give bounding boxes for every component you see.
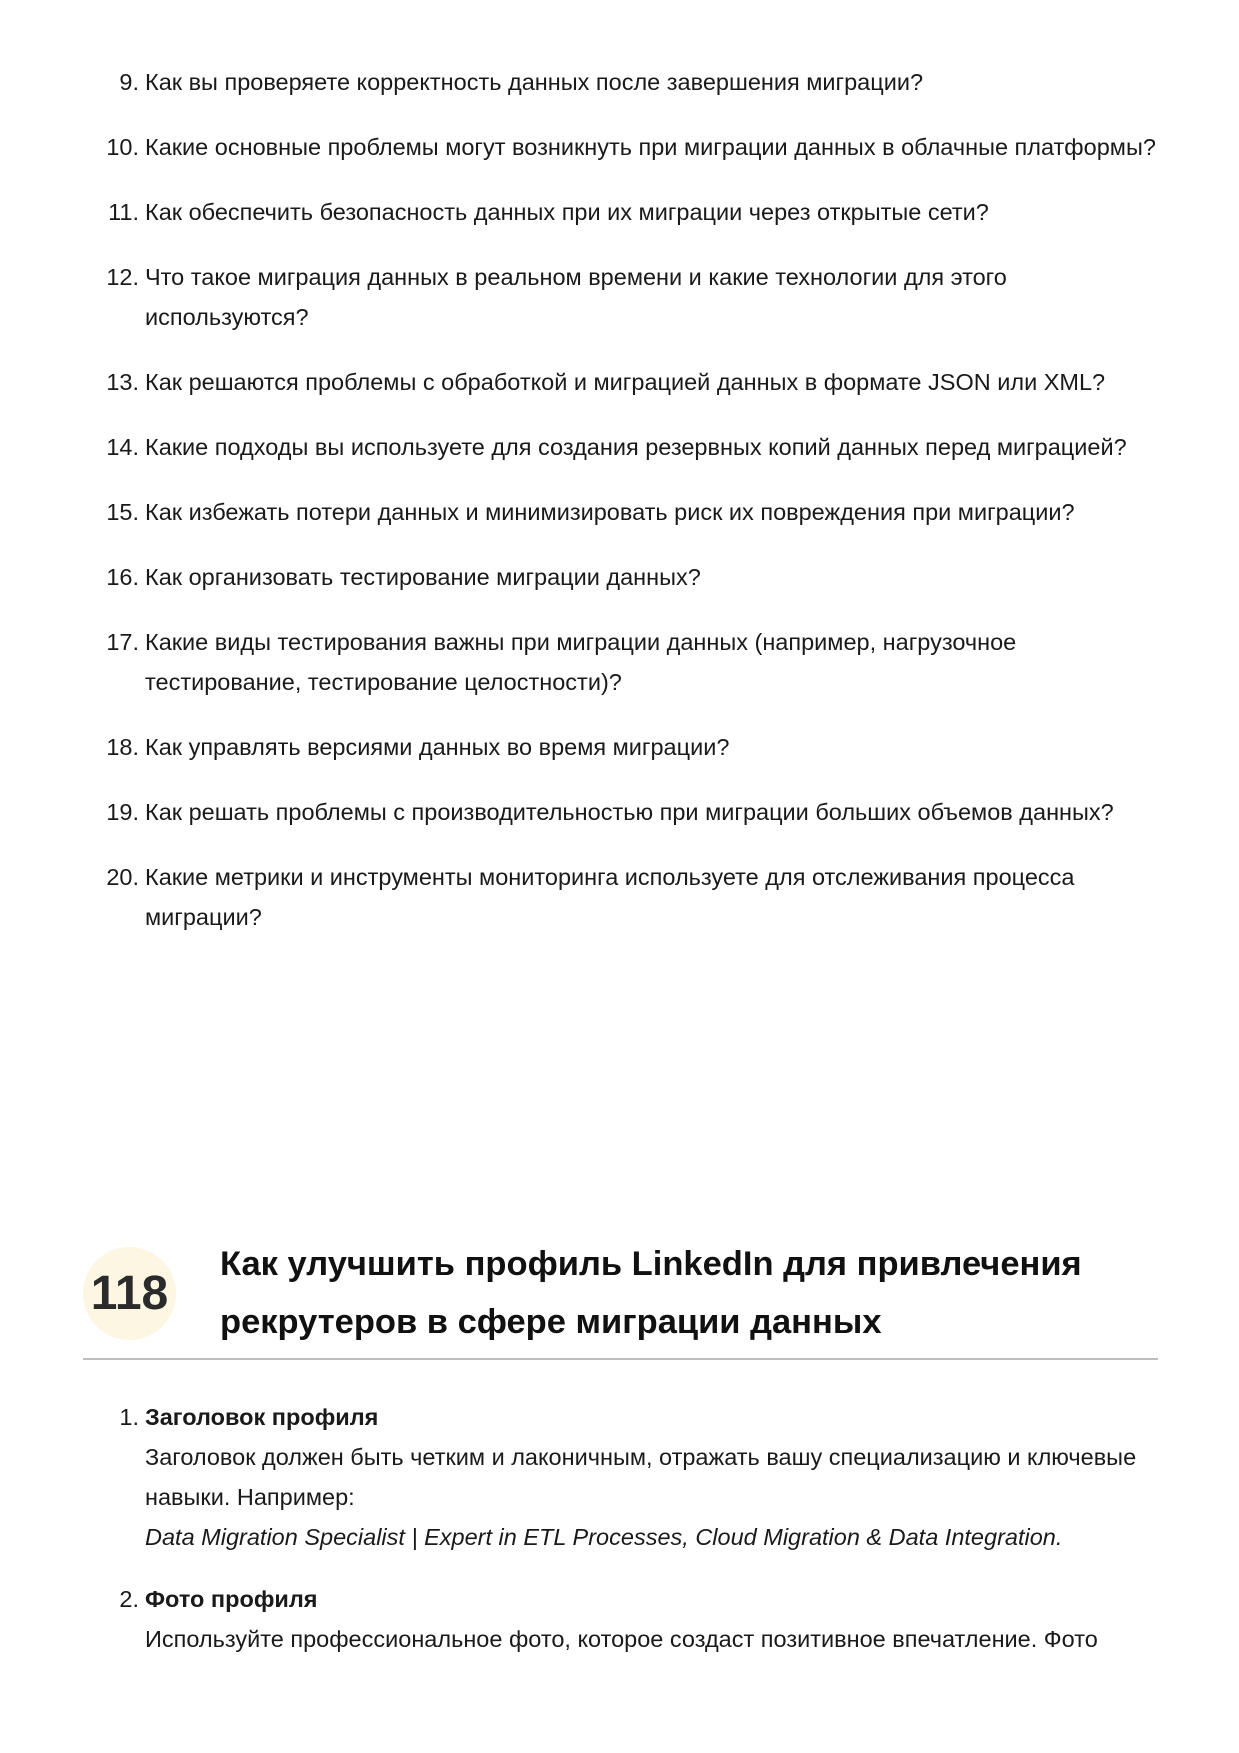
question-item <box>105 257 1165 337</box>
question-number: 14. <box>106 434 139 460</box>
question-item <box>105 192 1165 232</box>
question-list <box>105 62 1165 962</box>
question-number: 12. <box>106 264 139 290</box>
section-header <box>83 1232 1158 1360</box>
question-number: 9. <box>119 69 139 95</box>
tip-title: Заголовок профиля <box>145 1404 379 1430</box>
question-number: 19. <box>106 799 139 825</box>
question-text: Как решать проблемы с производительностью при миграции больших объемов данных? <box>145 799 1114 825</box>
question-number: 16. <box>106 564 139 590</box>
tip-body <box>145 1579 1165 1659</box>
tip-example: Data Migration Specialist | Expert in ETL Processes, Cloud Migration & Data Integration. <box>145 1524 1063 1550</box>
question-item <box>105 622 1165 702</box>
tip-number: 1. <box>119 1404 139 1430</box>
question-text: Какие подходы вы используете для создания резервных копий данных перед миграцией? <box>145 434 1127 460</box>
question-text: Как управлять версиями данных во время миграции? <box>145 734 730 760</box>
question-item <box>105 427 1165 467</box>
question-item <box>105 62 1165 102</box>
section-title-line: рекрутеров в сфере миграции данных <box>220 1303 882 1341</box>
tip-description: Используйте профессиональное фото, которое создаст позитивное впечатление. Фото <box>145 1626 1098 1652</box>
question-item <box>105 792 1165 832</box>
question-number: 15. <box>106 499 139 525</box>
tip-list <box>105 1397 1165 1681</box>
question-item <box>105 727 1165 767</box>
question-number: 17. <box>106 629 139 655</box>
question-text: Что такое миграция данных в реальном времени и какие технологии для этого используются? <box>145 264 1007 330</box>
question-item <box>105 492 1165 532</box>
section-title <box>220 1235 1160 1351</box>
section-number-badge: 118 <box>83 1247 176 1340</box>
question-number: 18. <box>106 734 139 760</box>
question-number: 10. <box>106 134 139 160</box>
question-item <box>105 362 1165 402</box>
tip-item <box>105 1579 1165 1659</box>
question-item <box>105 857 1165 937</box>
question-text: Какие основные проблемы могут возникнуть при миграции данных в облачные платформы? <box>145 134 1156 160</box>
question-text: Какие виды тестирования важны при миграции данных (например, нагрузочное тестирование, тестирование целостности)? <box>145 629 1017 695</box>
tip-description: Заголовок должен быть четким и лаконичным, отражать вашу специализацию и ключевые навыки. Например: <box>145 1444 1137 1510</box>
question-text: Как организовать тестирование миграции данных? <box>145 564 701 590</box>
question-text: Как решаются проблемы с обработкой и миграцией данных в формате JSON или XML? <box>145 369 1106 395</box>
tip-number: 2. <box>119 1586 139 1612</box>
section-title-line: Как улучшить профиль LinkedIn для привлечения <box>220 1245 1082 1283</box>
tip-item <box>105 1397 1165 1557</box>
question-text: Какие метрики и инструменты мониторинга используете для отслеживания процесса миграции? <box>145 864 1075 930</box>
question-item <box>105 127 1165 167</box>
question-text: Как вы проверяете корректность данных после завершения миграции? <box>145 69 924 95</box>
tip-body <box>145 1397 1165 1557</box>
question-number: 20. <box>106 864 139 890</box>
question-item <box>105 557 1165 597</box>
question-text: Как обеспечить безопасность данных при их миграции через открытые сети? <box>145 199 989 225</box>
question-text: Как избежать потери данных и минимизировать риск их повреждения при миграции? <box>145 499 1075 525</box>
tip-title: Фото профиля <box>145 1586 318 1612</box>
question-number: 11. <box>108 199 139 225</box>
question-number: 13. <box>106 369 139 395</box>
